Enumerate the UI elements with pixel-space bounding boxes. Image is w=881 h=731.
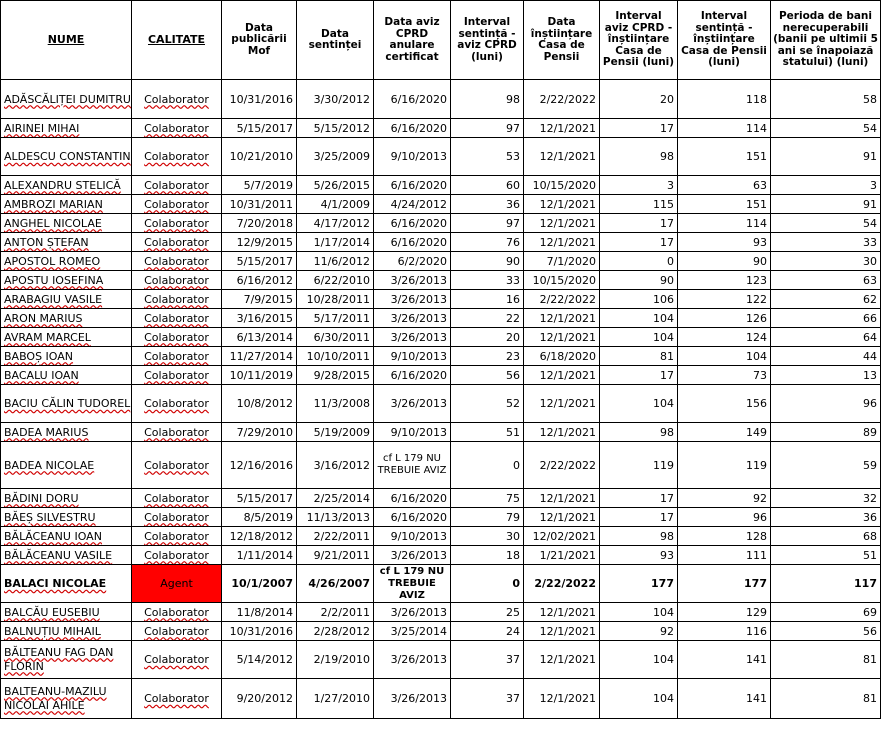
- row-data-mof: 12/18/2012: [222, 527, 297, 546]
- row-data-mof: 10/8/2012: [222, 385, 297, 423]
- row-interval-aviz-instiintare: 104: [600, 309, 678, 328]
- table-row: [1, 489, 881, 508]
- row-data-mof: 10/31/2016: [222, 622, 297, 641]
- table-row: [1, 80, 881, 119]
- row-calitate: Colaborator: [132, 80, 222, 119]
- row-name: AVRAM MARCEL: [1, 328, 132, 347]
- row-data-aviz: cf L 179 NU TREBUIE AVIZ: [374, 565, 451, 603]
- row-data-mof: 5/7/2019: [222, 176, 297, 195]
- row-data-mof: 8/5/2019: [222, 508, 297, 527]
- row-perioada: 36: [771, 508, 881, 527]
- table-row: [1, 442, 881, 489]
- row-data-instiintare: 7/1/2020: [524, 252, 600, 271]
- row-data-aviz: 3/26/2013: [374, 385, 451, 423]
- row-calitate: Colaborator: [132, 603, 222, 622]
- header-data-sentintei: Data sentinței: [297, 1, 374, 80]
- row-interval-sentinta-instiintare: 141: [678, 641, 771, 679]
- row-interval-sentinta-aviz: 56: [451, 366, 524, 385]
- row-data-sentinta: 6/30/2011: [297, 328, 374, 347]
- row-name: BALACI NICOLAE: [1, 565, 132, 603]
- row-data-mof: 5/15/2017: [222, 119, 297, 138]
- row-interval-aviz-instiintare: 115: [600, 195, 678, 214]
- row-interval-aviz-instiintare: 17: [600, 233, 678, 252]
- row-data-aviz: 3/25/2014: [374, 622, 451, 641]
- row-data-sentinta: 2/19/2010: [297, 641, 374, 679]
- row-perioada: 13: [771, 366, 881, 385]
- row-data-aviz: 6/16/2020: [374, 508, 451, 527]
- row-data-instiintare: 12/1/2021: [524, 214, 600, 233]
- row-data-aviz: 6/16/2020: [374, 233, 451, 252]
- row-interval-sentinta-instiintare: 114: [678, 214, 771, 233]
- row-data-instiintare: 12/1/2021: [524, 195, 600, 214]
- row-calitate: Colaborator: [132, 366, 222, 385]
- table-row: [1, 176, 881, 195]
- row-interval-aviz-instiintare: 92: [600, 622, 678, 641]
- row-perioada: 58: [771, 80, 881, 119]
- row-data-instiintare: 10/15/2020: [524, 271, 600, 290]
- row-data-aviz: 3/26/2013: [374, 271, 451, 290]
- table-row: [1, 233, 881, 252]
- row-data-sentinta: 5/15/2012: [297, 119, 374, 138]
- row-data-mof: 5/14/2012: [222, 641, 297, 679]
- row-data-aviz: cf L 179 NU TREBUIE AVIZ: [374, 442, 451, 489]
- table-row: [1, 423, 881, 442]
- row-data-instiintare: 2/22/2022: [524, 565, 600, 603]
- row-data-mof: 6/13/2014: [222, 328, 297, 347]
- row-interval-sentinta-aviz: 51: [451, 423, 524, 442]
- table-row: [1, 328, 881, 347]
- row-name: ANTON ȘTEFAN: [1, 233, 132, 252]
- row-data-sentinta: 4/1/2009: [297, 195, 374, 214]
- row-perioada: 44: [771, 347, 881, 366]
- row-calitate: Colaborator: [132, 138, 222, 176]
- header-interval-sentinta-aviz: Interval sentință - aviz CPRD (luni): [451, 1, 524, 80]
- row-interval-aviz-instiintare: 17: [600, 214, 678, 233]
- row-data-sentinta: 9/21/2011: [297, 546, 374, 565]
- row-data-aviz: 6/16/2020: [374, 119, 451, 138]
- row-calitate: Colaborator: [132, 489, 222, 508]
- row-interval-sentinta-instiintare: 124: [678, 328, 771, 347]
- row-interval-aviz-instiintare: 90: [600, 271, 678, 290]
- row-calitate: Colaborator: [132, 309, 222, 328]
- row-perioada: 59: [771, 442, 881, 489]
- row-name: BĂLĂCEANU IOAN: [1, 527, 132, 546]
- row-data-mof: 7/9/2015: [222, 290, 297, 309]
- row-calitate: Colaborator: [132, 508, 222, 527]
- row-interval-sentinta-instiintare: 129: [678, 603, 771, 622]
- table-row: [1, 641, 881, 679]
- header-data-aviz: Data aviz CPRD anulare certificat: [374, 1, 451, 80]
- row-data-instiintare: 12/1/2021: [524, 641, 600, 679]
- row-interval-sentinta-instiintare: 114: [678, 119, 771, 138]
- row-calitate: Colaborator: [132, 195, 222, 214]
- row-data-aviz: 3/26/2013: [374, 679, 451, 719]
- table-row: [1, 119, 881, 138]
- table-row: [1, 603, 881, 622]
- row-interval-aviz-instiintare: 98: [600, 138, 678, 176]
- row-data-aviz: 9/10/2013: [374, 527, 451, 546]
- table-row: [1, 271, 881, 290]
- header-row: [1, 1, 881, 80]
- row-data-mof: 7/29/2010: [222, 423, 297, 442]
- row-perioada: 117: [771, 565, 881, 603]
- row-interval-sentinta-aviz: 52: [451, 385, 524, 423]
- row-perioada: 33: [771, 233, 881, 252]
- row-data-aviz: 9/10/2013: [374, 423, 451, 442]
- row-perioada: 54: [771, 214, 881, 233]
- row-interval-aviz-instiintare: 104: [600, 641, 678, 679]
- row-perioada: 69: [771, 603, 881, 622]
- row-calitate: Colaborator: [132, 347, 222, 366]
- row-interval-sentinta-instiintare: 111: [678, 546, 771, 565]
- row-name: BĂDINI DORU: [1, 489, 132, 508]
- row-interval-sentinta-aviz: 33: [451, 271, 524, 290]
- row-interval-aviz-instiintare: 81: [600, 347, 678, 366]
- row-interval-aviz-instiintare: 104: [600, 603, 678, 622]
- row-interval-sentinta-aviz: 18: [451, 546, 524, 565]
- row-data-aviz: 4/24/2012: [374, 195, 451, 214]
- row-interval-aviz-instiintare: 17: [600, 119, 678, 138]
- row-interval-sentinta-aviz: 98: [451, 80, 524, 119]
- row-calitate: Colaborator: [132, 423, 222, 442]
- row-interval-sentinta-instiintare: 104: [678, 347, 771, 366]
- table-row: [1, 679, 881, 719]
- row-data-sentinta: 4/26/2007: [297, 565, 374, 603]
- row-interval-sentinta-aviz: 36: [451, 195, 524, 214]
- row-interval-aviz-instiintare: 104: [600, 679, 678, 719]
- row-data-sentinta: 5/19/2009: [297, 423, 374, 442]
- row-data-mof: 5/15/2017: [222, 489, 297, 508]
- row-perioada: 56: [771, 622, 881, 641]
- row-perioada: 91: [771, 195, 881, 214]
- row-interval-sentinta-instiintare: 141: [678, 679, 771, 719]
- row-interval-sentinta-instiintare: 177: [678, 565, 771, 603]
- row-data-mof: 10/21/2010: [222, 138, 297, 176]
- row-data-aviz: 3/26/2013: [374, 290, 451, 309]
- row-interval-aviz-instiintare: 3: [600, 176, 678, 195]
- row-perioada: 51: [771, 546, 881, 565]
- row-data-aviz: 6/2/2020: [374, 252, 451, 271]
- row-data-sentinta: 5/17/2011: [297, 309, 374, 328]
- table-row: [1, 214, 881, 233]
- row-interval-sentinta-aviz: 90: [451, 252, 524, 271]
- row-name: BALCĂU EUSEBIU: [1, 603, 132, 622]
- row-calitate: Colaborator: [132, 527, 222, 546]
- table-row: [1, 366, 881, 385]
- row-data-sentinta: 5/26/2015: [297, 176, 374, 195]
- row-data-sentinta: 3/30/2012: [297, 80, 374, 119]
- row-data-instiintare: 12/1/2021: [524, 385, 600, 423]
- row-name: ANGHEL NICOLAE: [1, 214, 132, 233]
- row-interval-sentinta-aviz: 20: [451, 328, 524, 347]
- row-interval-sentinta-instiintare: 151: [678, 195, 771, 214]
- row-calitate: Colaborator: [132, 622, 222, 641]
- row-calitate: Colaborator: [132, 271, 222, 290]
- row-interval-sentinta-instiintare: 96: [678, 508, 771, 527]
- row-data-sentinta: 9/28/2015: [297, 366, 374, 385]
- table-row: [1, 565, 881, 603]
- row-data-instiintare: 12/1/2021: [524, 328, 600, 347]
- header-interval-sentinta-instiintare: Interval sentință - înștiințare Casa de Pensii (luni): [678, 1, 771, 80]
- row-data-sentinta: 3/25/2009: [297, 138, 374, 176]
- table-row: [1, 252, 881, 271]
- row-data-sentinta: 11/6/2012: [297, 252, 374, 271]
- row-data-instiintare: 12/1/2021: [524, 603, 600, 622]
- row-calitate: Colaborator: [132, 679, 222, 719]
- row-interval-aviz-instiintare: 93: [600, 546, 678, 565]
- row-data-aviz: 6/16/2020: [374, 214, 451, 233]
- row-data-aviz: 6/16/2020: [374, 366, 451, 385]
- row-data-mof: 6/16/2012: [222, 271, 297, 290]
- row-interval-sentinta-instiintare: 123: [678, 271, 771, 290]
- row-interval-sentinta-instiintare: 128: [678, 527, 771, 546]
- row-interval-sentinta-aviz: 0: [451, 442, 524, 489]
- row-data-mof: 1/11/2014: [222, 546, 297, 565]
- row-data-aviz: 3/26/2013: [374, 641, 451, 679]
- row-name: ARON MARIUS: [1, 309, 132, 328]
- table-row: [1, 138, 881, 176]
- row-data-aviz: 3/26/2013: [374, 309, 451, 328]
- row-data-mof: 12/9/2015: [222, 233, 297, 252]
- row-data-sentinta: 10/10/2011: [297, 347, 374, 366]
- row-interval-sentinta-aviz: 23: [451, 347, 524, 366]
- row-data-instiintare: 12/1/2021: [524, 622, 600, 641]
- row-name: ALDESCU CONSTANTIN: [1, 138, 132, 176]
- row-calitate: Colaborator: [132, 119, 222, 138]
- row-interval-sentinta-aviz: 37: [451, 641, 524, 679]
- row-perioada: 54: [771, 119, 881, 138]
- header-calitate: CALITATE: [132, 1, 222, 80]
- row-data-sentinta: 1/17/2014: [297, 233, 374, 252]
- row-data-instiintare: 12/1/2021: [524, 423, 600, 442]
- row-interval-aviz-instiintare: 17: [600, 508, 678, 527]
- row-interval-aviz-instiintare: 20: [600, 80, 678, 119]
- row-data-sentinta: 6/22/2010: [297, 271, 374, 290]
- row-perioada: 91: [771, 138, 881, 176]
- row-perioada: 66: [771, 309, 881, 328]
- row-interval-aviz-instiintare: 104: [600, 385, 678, 423]
- row-interval-aviz-instiintare: 17: [600, 366, 678, 385]
- row-data-mof: 10/1/2007: [222, 565, 297, 603]
- row-data-mof: 5/15/2017: [222, 252, 297, 271]
- row-data-mof: 10/11/2019: [222, 366, 297, 385]
- row-data-instiintare: 2/22/2022: [524, 80, 600, 119]
- row-name: ARABAGIU VASILE: [1, 290, 132, 309]
- row-name: BĂLTEANU FAG DAN FLORIN: [1, 641, 132, 679]
- row-perioada: 32: [771, 489, 881, 508]
- row-interval-aviz-instiintare: 119: [600, 442, 678, 489]
- row-data-aviz: 3/26/2013: [374, 546, 451, 565]
- row-name: AIRINEI MIHAI: [1, 119, 132, 138]
- row-name: AMBROZI MARIAN: [1, 195, 132, 214]
- row-data-sentinta: 2/2/2011: [297, 603, 374, 622]
- row-data-mof: 3/16/2015: [222, 309, 297, 328]
- row-interval-sentinta-instiintare: 93: [678, 233, 771, 252]
- row-data-instiintare: 12/1/2021: [524, 119, 600, 138]
- row-interval-aviz-instiintare: 98: [600, 423, 678, 442]
- row-interval-sentinta-aviz: 0: [451, 565, 524, 603]
- row-name: BĂEȘ SILVESTRU: [1, 508, 132, 527]
- row-data-instiintare: 12/1/2021: [524, 233, 600, 252]
- row-data-mof: 9/20/2012: [222, 679, 297, 719]
- row-perioada: 62: [771, 290, 881, 309]
- row-interval-sentinta-aviz: 30: [451, 527, 524, 546]
- row-data-instiintare: 1/21/2021: [524, 546, 600, 565]
- row-data-aviz: 3/26/2013: [374, 328, 451, 347]
- row-data-instiintare: 12/02/2021: [524, 527, 600, 546]
- row-interval-aviz-instiintare: 177: [600, 565, 678, 603]
- row-data-instiintare: 12/1/2021: [524, 138, 600, 176]
- row-name: BADEA MARIUS: [1, 423, 132, 442]
- row-data-sentinta: 2/28/2012: [297, 622, 374, 641]
- row-interval-sentinta-aviz: 25: [451, 603, 524, 622]
- row-data-instiintare: 10/15/2020: [524, 176, 600, 195]
- row-interval-sentinta-instiintare: 149: [678, 423, 771, 442]
- header-interval-aviz-instiintare: Interval aviz CPRD - înștiințare Casa de Pensii (luni): [600, 1, 678, 80]
- row-calitate: Colaborator: [132, 252, 222, 271]
- row-calitate: Colaborator: [132, 233, 222, 252]
- row-interval-sentinta-instiintare: 156: [678, 385, 771, 423]
- row-data-sentinta: 11/3/2008: [297, 385, 374, 423]
- row-perioada: 64: [771, 328, 881, 347]
- row-interval-aviz-instiintare: 106: [600, 290, 678, 309]
- row-data-aviz: 3/26/2013: [374, 603, 451, 622]
- row-calitate: Colaborator: [132, 641, 222, 679]
- row-interval-sentinta-instiintare: 122: [678, 290, 771, 309]
- row-calitate: Colaborator: [132, 385, 222, 423]
- row-data-sentinta: 2/22/2011: [297, 527, 374, 546]
- row-perioada: 81: [771, 641, 881, 679]
- row-calitate: Colaborator: [132, 546, 222, 565]
- row-perioada: 3: [771, 176, 881, 195]
- row-interval-sentinta-aviz: 76: [451, 233, 524, 252]
- row-interval-sentinta-instiintare: 151: [678, 138, 771, 176]
- row-interval-sentinta-instiintare: 73: [678, 366, 771, 385]
- row-name: BĂLĂCEANU VASILE: [1, 546, 132, 565]
- row-interval-sentinta-instiintare: 116: [678, 622, 771, 641]
- row-interval-sentinta-aviz: 22: [451, 309, 524, 328]
- row-interval-sentinta-aviz: 97: [451, 119, 524, 138]
- row-perioada: 30: [771, 252, 881, 271]
- row-name: BADEA NICOLAE: [1, 442, 132, 489]
- row-data-aviz: 6/16/2020: [374, 176, 451, 195]
- row-data-instiintare: 12/1/2021: [524, 366, 600, 385]
- row-data-sentinta: 3/16/2012: [297, 442, 374, 489]
- row-calitate: Colaborator: [132, 442, 222, 489]
- row-name: ADĂSCĂLIȚEI DUMITRU: [1, 80, 132, 119]
- row-name: BABOȘ IOAN: [1, 347, 132, 366]
- row-interval-sentinta-instiintare: 126: [678, 309, 771, 328]
- row-data-mof: 11/27/2014: [222, 347, 297, 366]
- table-row: [1, 546, 881, 565]
- header-perioada: Perioda de bani nerecuperabili (banii pe ultimii 5 ani se înapoiază statului) (luni): [771, 1, 881, 80]
- row-data-sentinta: 10/28/2011: [297, 290, 374, 309]
- row-data-sentinta: 4/17/2012: [297, 214, 374, 233]
- row-calitate: Colaborator: [132, 176, 222, 195]
- row-interval-sentinta-aviz: 60: [451, 176, 524, 195]
- row-data-sentinta: 2/25/2014: [297, 489, 374, 508]
- table-row: [1, 309, 881, 328]
- table-row: [1, 290, 881, 309]
- row-interval-aviz-instiintare: 98: [600, 527, 678, 546]
- row-perioada: 63: [771, 271, 881, 290]
- row-interval-aviz-instiintare: 17: [600, 489, 678, 508]
- table-row: [1, 195, 881, 214]
- row-name: BALTEANU-MAZILU NICOLAI AHILE: [1, 679, 132, 719]
- header-data-instiintare: Data înștiințare Casa de Pensii: [524, 1, 600, 80]
- row-perioada: 89: [771, 423, 881, 442]
- row-interval-sentinta-instiintare: 119: [678, 442, 771, 489]
- row-name: ALEXANDRU STELICĂ: [1, 176, 132, 195]
- row-data-aviz: 9/10/2013: [374, 138, 451, 176]
- row-data-instiintare: 12/1/2021: [524, 679, 600, 719]
- row-name: BACALU IOAN: [1, 366, 132, 385]
- row-perioada: 81: [771, 679, 881, 719]
- row-data-instiintare: 2/22/2022: [524, 290, 600, 309]
- row-data-aviz: 6/16/2020: [374, 489, 451, 508]
- row-calitate: Agent: [132, 565, 222, 603]
- row-calitate: Colaborator: [132, 328, 222, 347]
- table-row: [1, 622, 881, 641]
- row-data-instiintare: 12/1/2021: [524, 489, 600, 508]
- row-data-sentinta: 11/13/2013: [297, 508, 374, 527]
- row-calitate: Colaborator: [132, 290, 222, 309]
- row-name: BALNUȚIU MIHAIL: [1, 622, 132, 641]
- table-row: [1, 385, 881, 423]
- row-data-instiintare: 12/1/2021: [524, 309, 600, 328]
- row-interval-sentinta-aviz: 75: [451, 489, 524, 508]
- row-data-mof: 10/31/2016: [222, 80, 297, 119]
- row-calitate: Colaborator: [132, 214, 222, 233]
- row-perioada: 68: [771, 527, 881, 546]
- row-data-sentinta: 1/27/2010: [297, 679, 374, 719]
- row-interval-sentinta-aviz: 53: [451, 138, 524, 176]
- row-interval-sentinta-instiintare: 90: [678, 252, 771, 271]
- row-data-mof: 12/16/2016: [222, 442, 297, 489]
- row-data-mof: 10/31/2011: [222, 195, 297, 214]
- row-data-aviz: 9/10/2013: [374, 347, 451, 366]
- row-data-mof: 7/20/2018: [222, 214, 297, 233]
- row-interval-sentinta-instiintare: 63: [678, 176, 771, 195]
- row-perioada: 96: [771, 385, 881, 423]
- row-interval-sentinta-instiintare: 118: [678, 80, 771, 119]
- row-data-instiintare: 6/18/2020: [524, 347, 600, 366]
- row-interval-sentinta-aviz: 97: [451, 214, 524, 233]
- row-name: APOSTOL ROMEO: [1, 252, 132, 271]
- table-row: [1, 347, 881, 366]
- row-name: BACIU CĂLIN TUDOREL: [1, 385, 132, 423]
- header-nume: NUME: [1, 1, 132, 80]
- header-data-publicarii: Data publicării Mof: [222, 1, 297, 80]
- row-name: APOSTU IOSEFINA: [1, 271, 132, 290]
- row-interval-sentinta-aviz: 24: [451, 622, 524, 641]
- row-interval-sentinta-aviz: 37: [451, 679, 524, 719]
- row-interval-sentinta-instiintare: 92: [678, 489, 771, 508]
- row-interval-sentinta-aviz: 79: [451, 508, 524, 527]
- table-row: [1, 508, 881, 527]
- row-interval-sentinta-aviz: 16: [451, 290, 524, 309]
- row-data-mof: 11/8/2014: [222, 603, 297, 622]
- row-data-aviz: 6/16/2020: [374, 80, 451, 119]
- table-row: [1, 527, 881, 546]
- row-data-instiintare: 2/22/2022: [524, 442, 600, 489]
- row-interval-aviz-instiintare: 0: [600, 252, 678, 271]
- row-data-instiintare: 12/1/2021: [524, 508, 600, 527]
- row-interval-aviz-instiintare: 104: [600, 328, 678, 347]
